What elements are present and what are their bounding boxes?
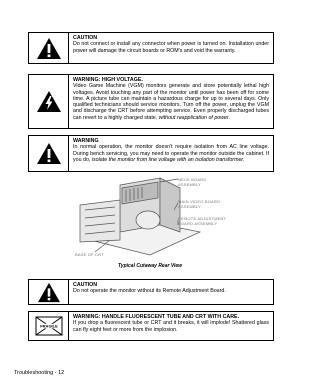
remote-adjustment-text: Do not operate the monitor without its Remote Adjustment Board. [73, 288, 226, 295]
caution-text: Do not connect or install any connector when power is turned on. Installation under power will damage the circuit boards or ROM's and void the warranty. [73, 41, 269, 54]
caution-box-connectors [28, 32, 274, 64]
fragile-label: FRAGILE [39, 323, 58, 329]
figure-caption: Typical Cutaway Rear View [117, 263, 183, 269]
warning-box-fragile [28, 311, 274, 341]
callout-main-video-board: MAIN VIDEO BOARD ASSEMBLY [178, 199, 221, 209]
warning-triangle-icon [37, 282, 61, 303]
high-voltage-text: Video Game Machine (VGM) monitors generate and store potentially lethal high voltages. Avoid touching any part of the monitor until power has been off for some time. A picture tube can maintain a hazardous charge for up to several days. Only qualified technicians should service monitors. Turn off the power, unplug the VGM and discharge the CRT before attempting service. Even properly discharged tubes can revert to a highly charged state, without reapplication of power. [73, 83, 269, 121]
callout-neck-board: NECK BOARD ASSEMBLY [178, 177, 207, 187]
callout-remote-adjustment-board: REMOTE ADJUSTMENT BOARD ASSEMBLY [178, 216, 227, 226]
remote-adjustment-title: CAUTION [73, 282, 98, 288]
isolation-title: WARNING [73, 138, 99, 144]
warning-box-high-voltage [28, 74, 274, 129]
warning-triangle-icon [36, 142, 62, 165]
fragile-text: If you drop a fluorescent tube or CRT and it breaks, it will implode! Shattered glass can fly eight feet or more from the implosion. [73, 320, 269, 333]
warning-triangle-icon [36, 37, 62, 60]
fragile-title: WARNING: HANDLE FLUORESCENT TUBE AND CRT WITH CARE. [73, 314, 240, 320]
callout-base-of-crt: BASE OF CRT [75, 252, 104, 257]
isolation-text: In normal operation, the monitor doesn't require isolation from AC line voltage. During bench servicing, you may need to operate the monitor outside the cabinet. If you do, isolate the monitor from line voltage with an isolation transformer. [73, 144, 269, 163]
warning-box-isolation [28, 135, 274, 172]
caution-title: CAUTION [73, 35, 98, 41]
page-footer: Troubleshooting - 12 [14, 370, 65, 376]
caution-box-remote-adjustment [28, 279, 274, 305]
high-voltage-title: WARNING: HIGH VOLTAGE. [73, 77, 143, 83]
high-voltage-icon [36, 90, 62, 113]
fragile-icon [35, 316, 63, 336]
